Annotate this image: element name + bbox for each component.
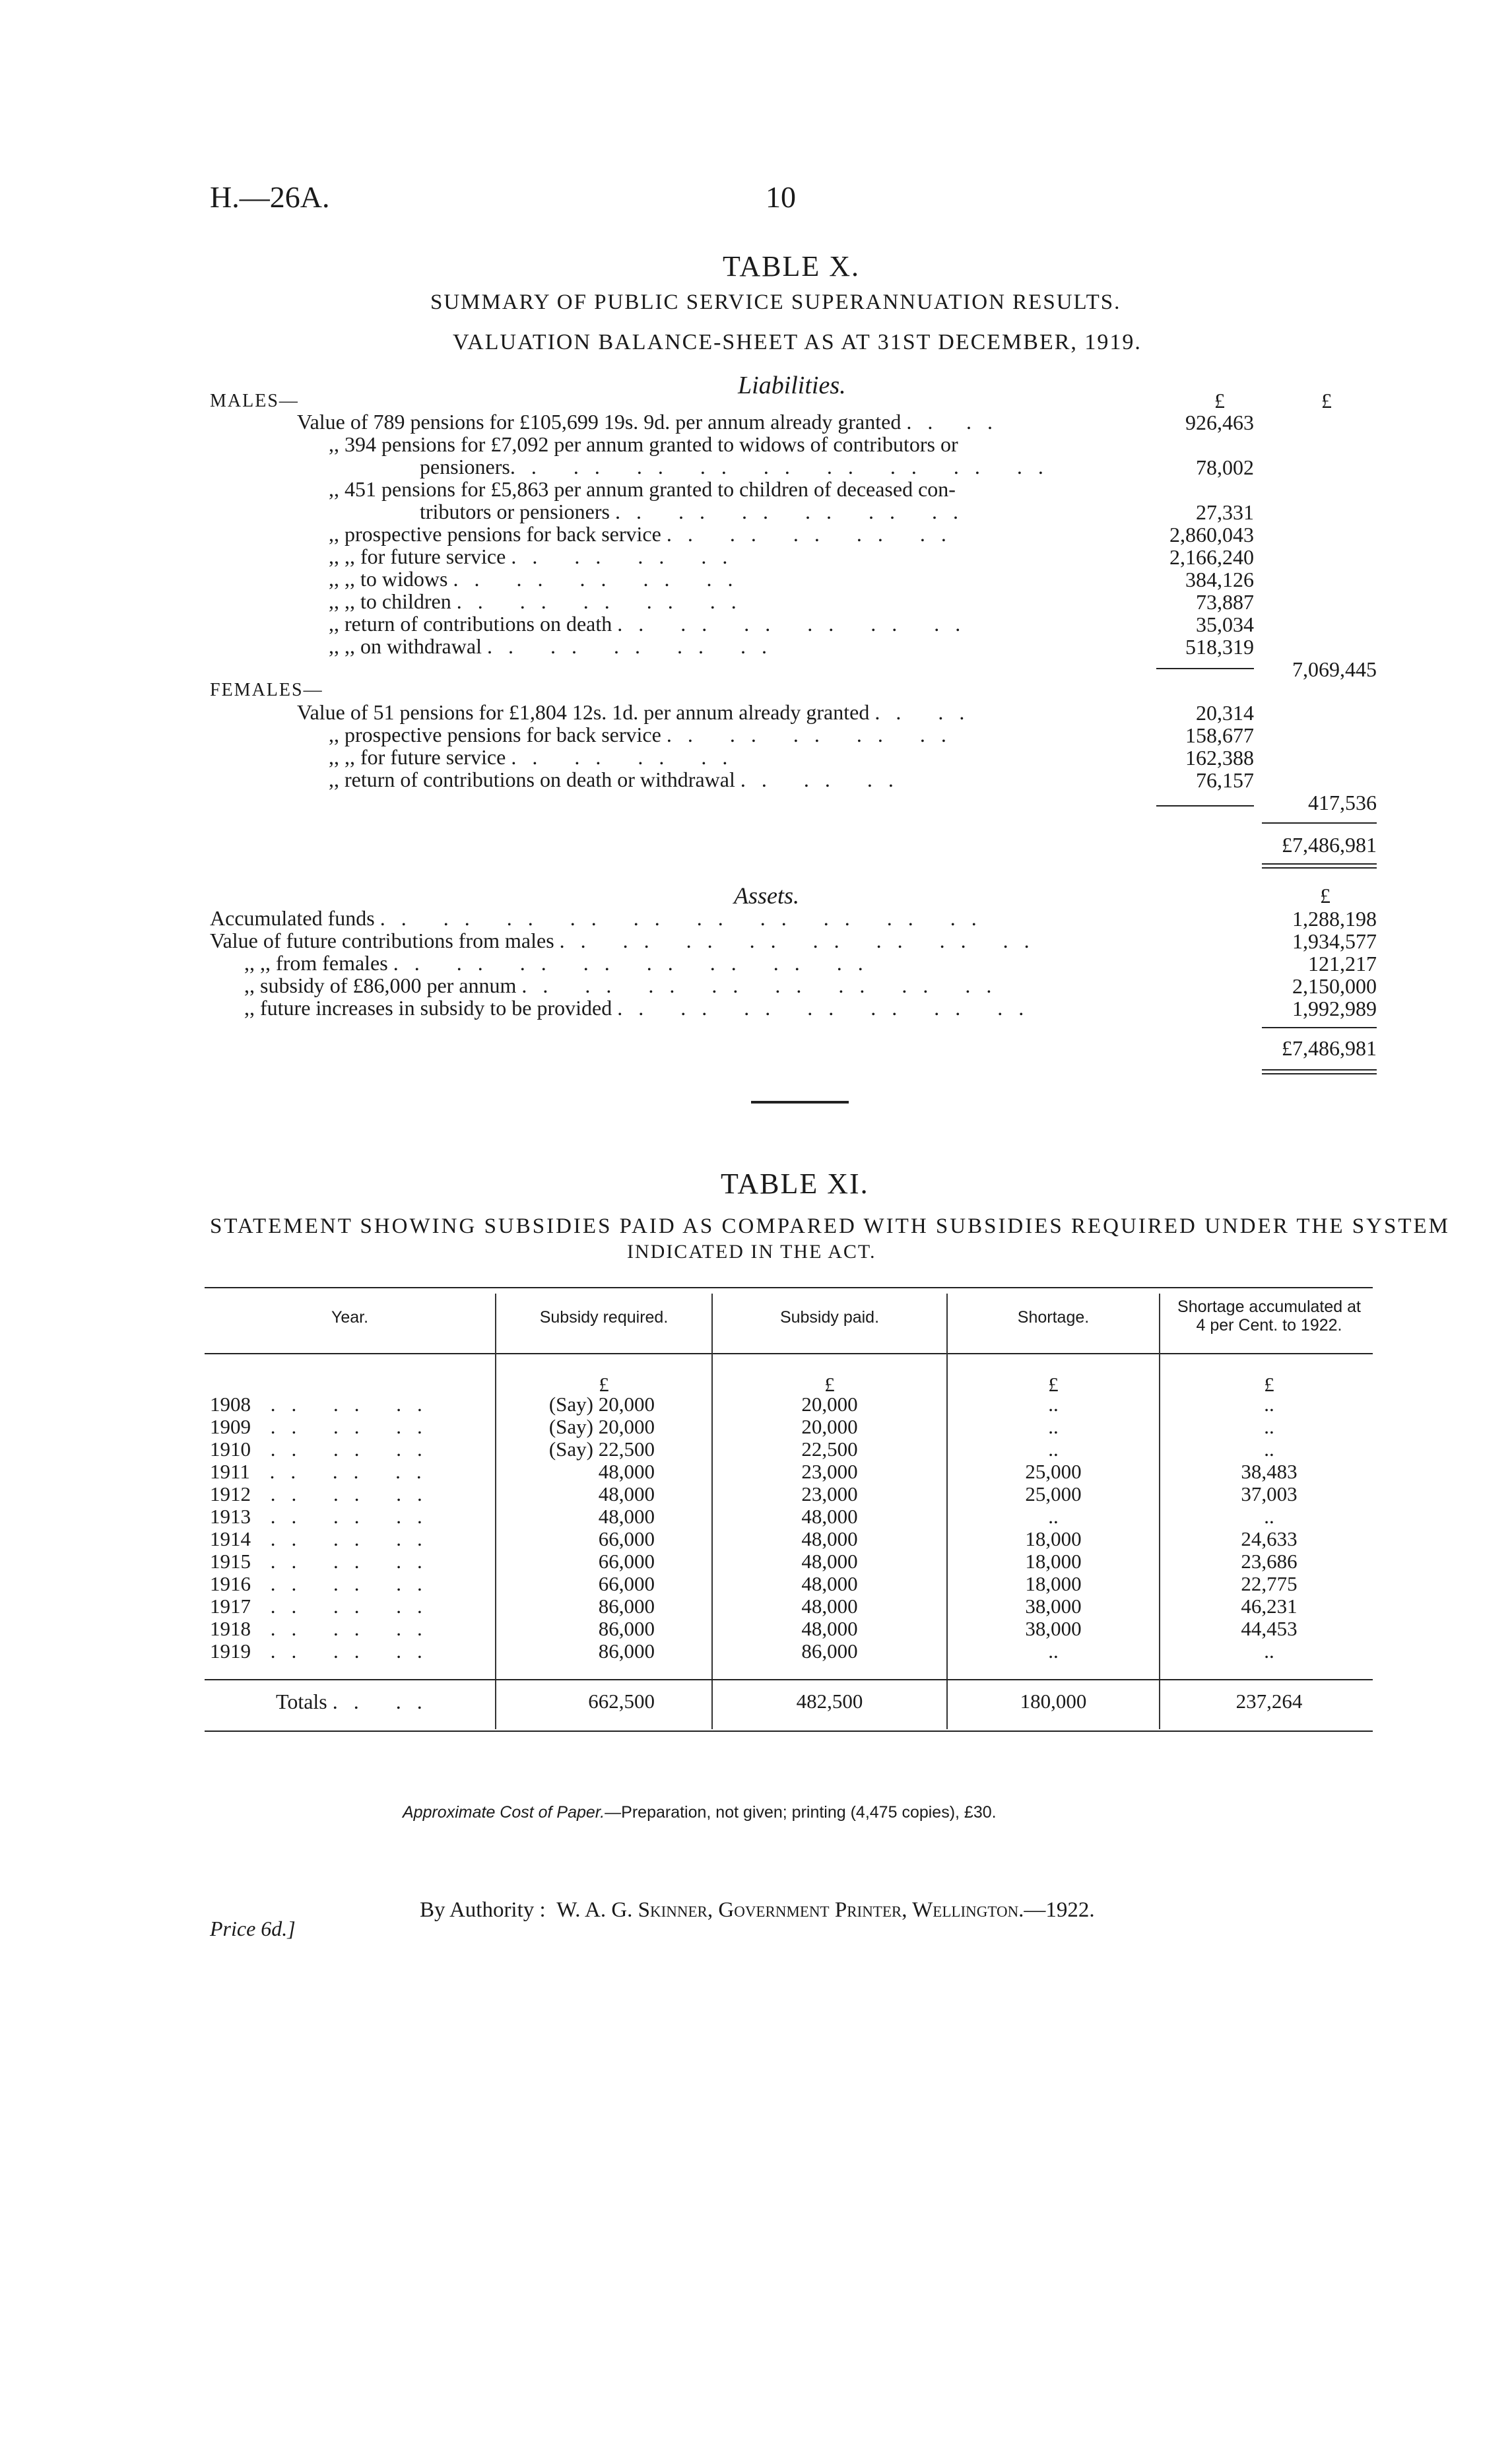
page-reference: H.—26A. <box>210 180 330 214</box>
table-x-heading: VALUATION BALANCE-SHEET AS AT 31ST DECEMBER, 1919. <box>453 330 1142 354</box>
row-accumulated: .. <box>1264 1639 1274 1663</box>
page-number: 10 <box>766 180 796 214</box>
row-paid: 20,000 <box>801 1393 858 1416</box>
assets-amount: 1,992,989 <box>1292 997 1377 1020</box>
totals-row: Totals .. .. <box>276 1690 438 1713</box>
row-year: 1915 .. .. .. <box>210 1550 438 1573</box>
males-row: tributors or pensioners .. .. .. .. .. .. <box>420 500 974 523</box>
males-amount: 2,860,043 <box>1169 523 1254 546</box>
currency-shortage: £ <box>1048 1373 1059 1396</box>
col-header-paid: Subsidy paid. <box>779 1308 880 1327</box>
row-accumulated: 22,775 <box>1241 1572 1298 1595</box>
row-year: 1918 .. .. .. <box>210 1617 438 1640</box>
row-year: 1909 .. .. .. <box>210 1415 438 1438</box>
table-xi-top-rule <box>205 1287 1373 1288</box>
assets-label: Assets. <box>734 882 799 909</box>
females-amount: 162,388 <box>1185 746 1254 770</box>
row-year: 1916 .. .. .. <box>210 1572 438 1595</box>
males-amount: 35,034 <box>1196 612 1254 636</box>
totals-shortage: 180,000 <box>1020 1690 1087 1713</box>
row-required: (Say) 22,500 <box>548 1437 655 1461</box>
table-xi-statement-2: INDICATED IN THE ACT. <box>627 1241 876 1263</box>
row-accumulated: 23,686 <box>1241 1550 1298 1573</box>
col-header-required: Subsidy required. <box>539 1308 669 1327</box>
liabilities-double-rule <box>1262 863 1377 865</box>
table-x-title: TABLE X. <box>723 250 861 282</box>
assets-currency: £ <box>1320 884 1331 907</box>
assets-total: £7,486,981 <box>1282 1036 1377 1060</box>
row-accumulated: 46,231 <box>1241 1595 1298 1618</box>
row-shortage: 25,000 <box>1025 1460 1082 1483</box>
row-required: 86,000 <box>598 1639 655 1663</box>
males-row: ,, prospective pensions for back service .. .. .. .. .. <box>329 522 962 546</box>
row-paid: 23,000 <box>801 1482 858 1505</box>
row-required: 86,000 <box>598 1617 655 1640</box>
males-amount: 27,331 <box>1196 500 1254 524</box>
males-label: MALES— <box>210 391 299 411</box>
males-row: Value of 789 pensions for £105,699 19s. 9d. per annum already granted .. .. <box>297 410 1009 434</box>
females-total: 417,536 <box>1308 791 1377 814</box>
assets-row: ,, future increases in subsidy to be provided .. .. .. .. .. .. .. <box>244 996 1040 1020</box>
row-year: 1911 .. .. .. <box>210 1460 438 1483</box>
row-accumulated: 38,483 <box>1241 1460 1298 1483</box>
row-shortage: 38,000 <box>1025 1617 1082 1640</box>
females-label: FEMALES— <box>210 680 323 700</box>
row-required: 86,000 <box>598 1595 655 1618</box>
row-accumulated: 37,003 <box>1241 1482 1298 1505</box>
row-shortage: .. <box>1048 1415 1059 1438</box>
col-header-year: Year. <box>331 1308 369 1327</box>
table-xi-bottom-rule <box>205 1731 1373 1732</box>
females-row: ,, prospective pensions for back service .. .. .. .. .. <box>329 723 962 746</box>
row-accumulated: 44,453 <box>1241 1617 1298 1640</box>
males-row: ,, 451 pensions for £5,863 per annum granted to children of deceased con- <box>329 477 956 501</box>
row-shortage: 38,000 <box>1025 1595 1082 1618</box>
currency-col1: £ <box>1214 389 1225 412</box>
males-amount: 73,887 <box>1196 590 1254 614</box>
row-shortage: .. <box>1048 1393 1059 1416</box>
row-required: 66,000 <box>598 1572 655 1595</box>
row-required: (Say) 20,000 <box>548 1415 655 1438</box>
row-required: (Say) 20,000 <box>548 1393 655 1416</box>
row-paid: 20,000 <box>801 1415 858 1438</box>
row-year: 1917 .. .. .. <box>210 1595 438 1618</box>
row-shortage: .. <box>1048 1437 1059 1461</box>
row-paid: 86,000 <box>801 1639 858 1663</box>
table-xi-statement-1: STATEMENT SHOWING SUBSIDIES PAID AS COMPARED WITH SUBSIDIES REQUIRED UNDER THE SYSTEM <box>210 1214 1450 1238</box>
price-note: Price 6d.] <box>210 1917 296 1940</box>
totals-paid: 482,500 <box>796 1690 863 1713</box>
currency-paid: £ <box>824 1373 835 1396</box>
row-year: 1913 .. .. .. <box>210 1505 438 1528</box>
currency-required: £ <box>599 1373 609 1396</box>
table-xi-totals-rule <box>205 1679 1373 1680</box>
row-year: 1914 .. .. .. <box>210 1527 438 1550</box>
currency-accumulated: £ <box>1264 1373 1274 1396</box>
table-xi-header-rule <box>205 1353 1373 1354</box>
males-amount: 78,002 <box>1196 455 1254 479</box>
assets-total-rule <box>1262 1027 1377 1028</box>
row-year: 1910 .. .. .. <box>210 1437 438 1461</box>
males-total: 7,069,445 <box>1292 657 1377 681</box>
assets-amount: 2,150,000 <box>1292 974 1377 998</box>
row-paid: 48,000 <box>801 1617 858 1640</box>
row-paid: 48,000 <box>801 1527 858 1550</box>
row-required: 66,000 <box>598 1527 655 1550</box>
row-required: 48,000 <box>598 1482 655 1505</box>
table-x-subtitle: SUMMARY OF PUBLIC SERVICE SUPERANNUATION RESULTS. <box>430 290 1121 314</box>
females-row: ,, return of contributions on death or withdrawal .. .. .. <box>329 768 909 791</box>
assets-row: Value of future contributions from males .. .. .. .. .. .. .. .. <box>210 929 1045 952</box>
col-header-accumulated-1: Shortage accumulated at <box>1177 1298 1361 1316</box>
row-accumulated: 24,633 <box>1241 1527 1298 1550</box>
row-paid: 22,500 <box>801 1437 858 1461</box>
assets-row: Accumulated funds .. .. .. .. .. .. .. .. .. .. <box>210 906 993 930</box>
liabilities-total-rule <box>1262 822 1377 824</box>
males-row: pensioners.. .. .. .. .. .. .. .. .. <box>420 455 1059 478</box>
assets-double-rule <box>1262 1069 1377 1071</box>
assets-row: ,, subsidy of £86,000 per annum .. .. .. .. .. .. .. .. <box>244 973 1008 997</box>
females-row: ,, ,, for future service .. .. .. .. <box>329 745 744 769</box>
liabilities-total: £7,486,981 <box>1282 833 1377 857</box>
males-amount: 926,463 <box>1185 411 1254 434</box>
males-row: ,, 394 pensions for £7,092 per annum granted to widows of contributors or <box>329 432 958 456</box>
row-year: 1912 .. .. .. <box>210 1482 438 1505</box>
cost-note: Approximate Cost of Paper.—Preparation, not given; printing (4,475 copies), £30. <box>403 1803 997 1822</box>
row-year: 1919 .. .. .. <box>210 1639 438 1663</box>
males-amount: 384,126 <box>1185 568 1254 591</box>
row-paid: 48,000 <box>801 1550 858 1573</box>
males-row: ,, return of contributions on death .. .. .. .. .. .. <box>329 612 977 636</box>
authority-line: By Authority : W. A. G. Skinner, Government Printer, Wellington.—1922. <box>420 1898 1095 1922</box>
row-accumulated: .. <box>1264 1437 1274 1461</box>
females-amount: 158,677 <box>1185 723 1254 747</box>
row-shortage: .. <box>1048 1505 1059 1528</box>
row-paid: 48,000 <box>801 1572 858 1595</box>
males-row: ,, ,, on withdrawal .. .. .. .. .. <box>329 634 783 658</box>
assets-double-rule <box>1262 1073 1377 1074</box>
col-header-shortage: Shortage. <box>1017 1308 1090 1327</box>
row-required: 48,000 <box>598 1460 655 1483</box>
section-separator <box>751 1101 849 1104</box>
table-xi-title: TABLE XI. <box>721 1168 869 1200</box>
males-row: ,, ,, to children .. .. .. .. .. <box>329 589 752 613</box>
totals-required: 662,500 <box>588 1690 655 1713</box>
liabilities-double-rule <box>1262 867 1377 869</box>
row-shortage: 18,000 <box>1025 1527 1082 1550</box>
assets-amount: 121,217 <box>1308 952 1377 975</box>
totals-accumulated: 237,264 <box>1235 1690 1303 1713</box>
assets-amount: 1,934,577 <box>1292 929 1377 953</box>
liabilities-label: Liabilities. <box>738 372 846 399</box>
males-amount: 518,319 <box>1185 635 1254 659</box>
row-shortage: 18,000 <box>1025 1550 1082 1573</box>
row-shortage: .. <box>1048 1639 1059 1663</box>
males-row: ,, ,, for future service .. .. .. .. <box>329 544 744 568</box>
males-row: ,, ,, to widows .. .. .. .. .. <box>329 567 749 591</box>
row-accumulated: .. <box>1264 1505 1274 1528</box>
assets-amount: 1,288,198 <box>1292 907 1377 931</box>
row-shortage: 25,000 <box>1025 1482 1082 1505</box>
females-amount: 76,157 <box>1196 768 1254 792</box>
row-accumulated: .. <box>1264 1393 1274 1416</box>
col-header-accumulated-2: 4 per Cent. to 1922. <box>1196 1316 1342 1335</box>
row-accumulated: .. <box>1264 1415 1274 1438</box>
females-row: Value of 51 pensions for £1,804 12s. 1d. per annum already granted .. .. <box>297 700 981 724</box>
row-paid: 48,000 <box>801 1595 858 1618</box>
females-amount: 20,314 <box>1196 701 1254 725</box>
assets-row: ,, ,, from females .. .. .. .. .. .. .. .. <box>244 951 879 975</box>
males-amount: 2,166,240 <box>1169 545 1254 569</box>
row-required: 48,000 <box>598 1505 655 1528</box>
row-shortage: 18,000 <box>1025 1572 1082 1595</box>
row-paid: 48,000 <box>801 1505 858 1528</box>
currency-col2: £ <box>1321 389 1332 412</box>
row-required: 66,000 <box>598 1550 655 1573</box>
row-paid: 23,000 <box>801 1460 858 1483</box>
row-year: 1908 .. .. .. <box>210 1393 438 1416</box>
